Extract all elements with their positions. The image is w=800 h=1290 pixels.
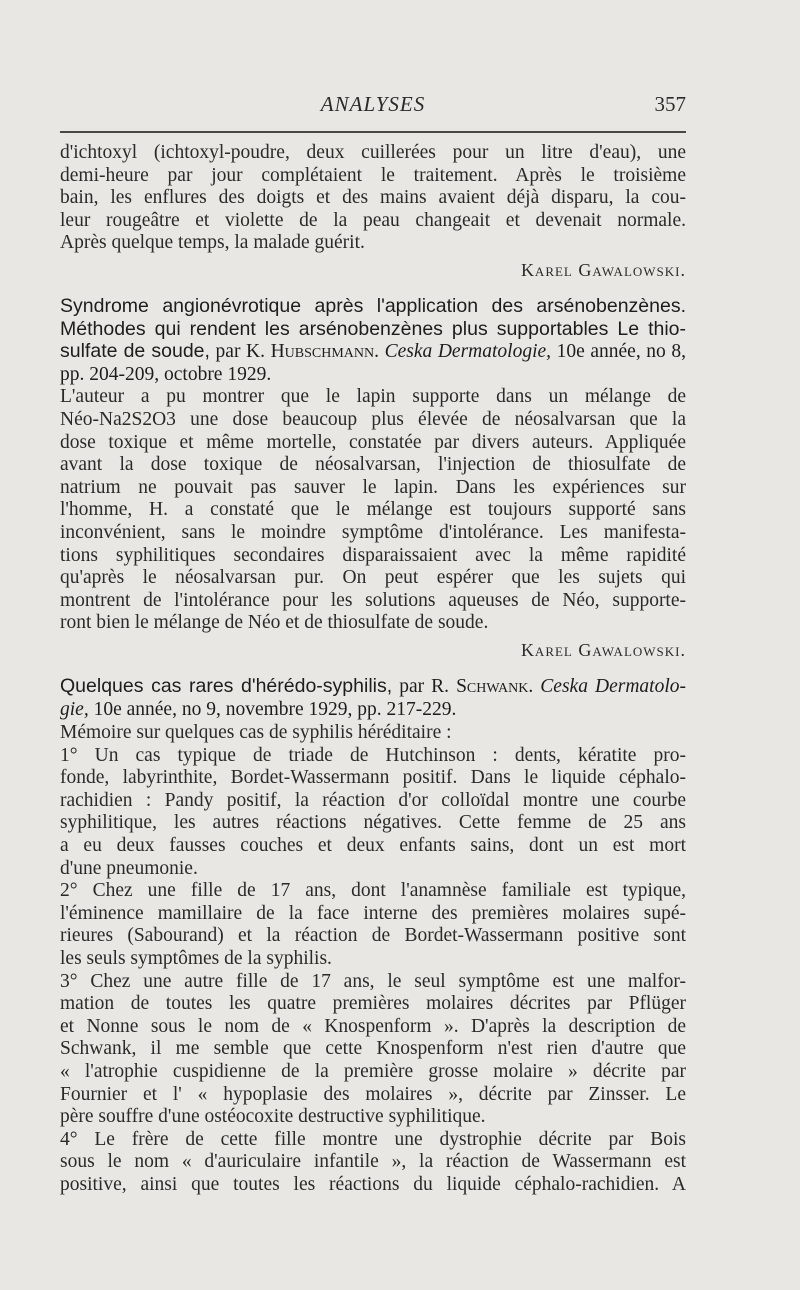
text-line: Fournier et l' « hypoplasie des molaires », décrite par Zinsser. Le xyxy=(60,1083,686,1105)
section-1-text xyxy=(60,142,686,255)
text-line: positive, ainsi que toutes les réactions du liquide céphalo-rachidien. A xyxy=(60,1173,686,1195)
running-title: ANALYSES xyxy=(320,92,426,116)
text-line: les seuls symptômes de la syphilis. xyxy=(60,948,332,969)
heading-line: Syndrome angionévrotique après l'application des arsénobenzènes. xyxy=(60,294,686,317)
text-line: 2° Chez une fille de 17 ans, dont l'anamnèse familiale est typique, xyxy=(60,880,686,902)
text-line: L'auteur a pu montrer que le lapin supporte dans un mélange de xyxy=(60,386,686,408)
section-2-heading xyxy=(60,295,686,386)
by-text: par R. xyxy=(392,675,457,697)
text-line: bain, les enflures des doigts et des mains avaient déjà disparu, la cou- xyxy=(60,187,686,209)
citation-details: 10e année, no 8, xyxy=(551,341,686,363)
text-line: montrent de l'intolérance pour les solutions aqueuses de Néo, supporte- xyxy=(60,589,686,611)
text-line: Schwank, il me semble que cette Knospenform n'est rien d'autre que xyxy=(60,1038,686,1060)
text-line: « l'atrophie cuspidienne de la première grosse molaire » décrite par xyxy=(60,1060,686,1082)
text-line: dose toxique et même mortelle, constatée par divers auteurs. Appliquée xyxy=(60,431,686,453)
author-name: Schwank. xyxy=(456,675,534,697)
section-3-text xyxy=(60,722,686,1196)
page-body xyxy=(60,142,686,1197)
section-2-text xyxy=(60,386,686,635)
heading-line xyxy=(60,675,686,699)
text-line: sous le nom « d'auriculaire infantile », la réaction de Wassermann est xyxy=(60,1151,686,1173)
text-line: Néo-Na2S2O3 une dose beaucoup plus élevée de néosalvarsan que la xyxy=(60,408,686,430)
journal-name: Ceska Dermatolo- xyxy=(533,675,686,697)
journal-name: gie, xyxy=(60,699,89,721)
signature: Karel Gawalowski. xyxy=(520,639,686,660)
page-number: 357 xyxy=(654,92,686,116)
text-line: père souffre d'une ostéocoxite destructive syphilitique. xyxy=(60,1106,486,1128)
text-line: natrium ne pouvait pas sauver le lapin. Dans les expériences sur xyxy=(60,476,686,498)
header-rule xyxy=(60,131,686,133)
text-line: rieures (Sabourand) et la réaction de Bordet-Wassermann positive sont xyxy=(60,925,686,947)
text-line: 1° Un cas typique de triade de Hutchinson : dents, kératite pro- xyxy=(60,744,686,766)
text-line: avant la dose toxique de néosalvarsan, l'injection de thiosulfate de xyxy=(60,454,686,476)
text-line: syphilitique, les autres réactions négatives. Cette femme de 25 ans xyxy=(60,812,686,834)
text-line: ront bien le mélange de Néo et de thiosulfate de soude. xyxy=(60,612,489,634)
text-line: qu'après le néosalvarsan pur. On peut espérer que les sujets qui xyxy=(60,567,686,589)
text-line: mation de toutes les quatre premières molaires décrites par Pflüger xyxy=(60,993,686,1015)
heading-line xyxy=(60,340,686,364)
text-line: d'ichtoxyl (ichtoxyl-poudre, deux cuillerées pour un litre d'eau), une xyxy=(60,142,686,163)
author-name: Hubschmann. xyxy=(270,341,379,363)
text-line: inconvénient, sans le moindre symptôme d'intolérance. Les manifesta- xyxy=(60,521,686,543)
text-line: et Nonne sous le nom de « Knospenform ». D'après la description de xyxy=(60,1015,686,1037)
citation-details: 10e année, no 9, novembre 1929, pp. 217-229. xyxy=(88,699,457,721)
text-line: d'une pneumonie. xyxy=(60,857,198,879)
page-header xyxy=(60,88,686,118)
heading-line: Méthodes qui rendent les arsénobenzènes plus supportables Le thio- xyxy=(60,317,686,340)
text-line: demi-heure par jour complétaient le traitement. Après le troisième xyxy=(60,164,686,186)
article-title: Quelques cas rares d'hérédo-syphilis, xyxy=(60,674,393,697)
text-line: a eu deux fausses couches et deux enfants sains, dont un est mort xyxy=(60,835,686,857)
text-line: Après quelque temps, la malade guérit. xyxy=(60,232,365,254)
section-3-heading xyxy=(60,675,686,722)
text-line: tions syphilitiques secondaires disparaissaient avec la même rapidité xyxy=(60,544,686,566)
citation-line: pp. 204-209, octobre 1929. xyxy=(60,363,272,385)
text-line: 4° Le frère de cette fille montre une dystrophie décrite par Bois xyxy=(60,1128,686,1150)
journal-name: Ceska Dermatologie, xyxy=(379,341,552,363)
text-line: leur rougeâtre et violette de la peau changeait et devenait normale. xyxy=(60,209,686,231)
text-line: 3° Chez une autre fille de 17 ans, le seul symptôme est une malfor- xyxy=(60,970,686,992)
article-title: sulfate de soude, xyxy=(60,340,210,363)
text-line: l'homme, H. a constaté que le mélange est toujours supporté sans xyxy=(60,499,686,521)
by-text: par K. xyxy=(209,341,271,363)
text-line: fonde, labyrinthite, Bordet-Wassermann positif. Dans le liquide céphalo- xyxy=(60,767,686,789)
citation-line xyxy=(60,698,686,722)
text-line: Mémoire sur quelques cas de syphilis héréditaire : xyxy=(60,722,452,744)
signature: Karel Gawalowski. xyxy=(520,259,686,280)
text-line: l'éminence mamillaire de la face interne des premières molaires supé- xyxy=(60,902,686,924)
text-line: rachidien : Pandy positif, la réaction d'or colloïdal montre une courbe xyxy=(60,789,686,811)
